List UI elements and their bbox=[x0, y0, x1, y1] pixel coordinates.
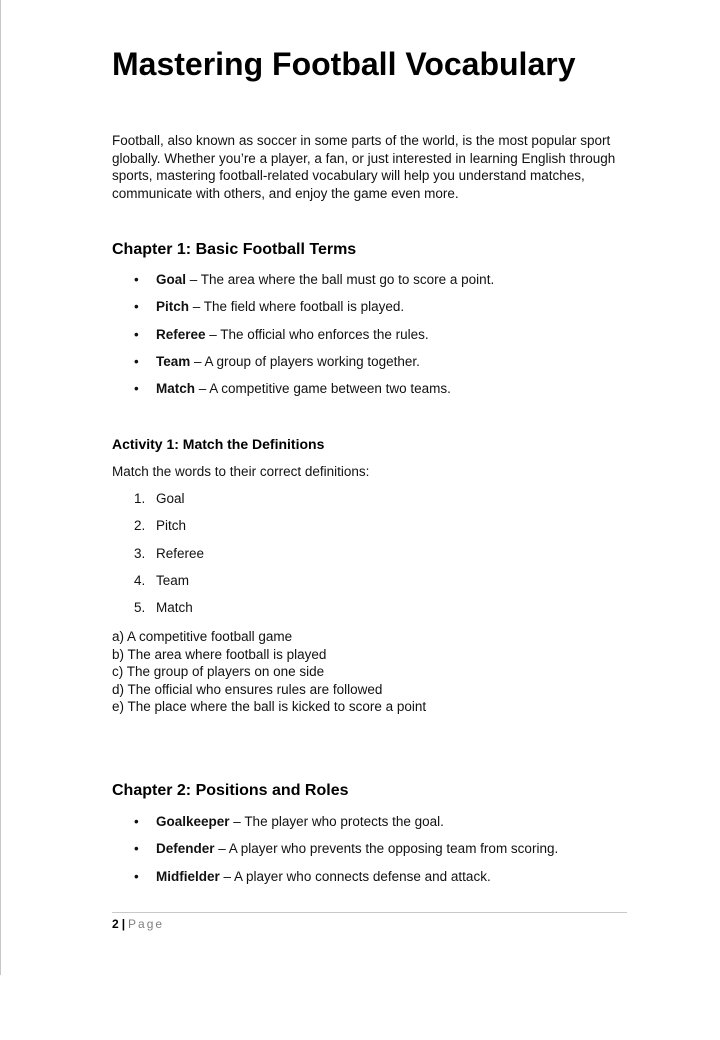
word: Match bbox=[156, 600, 193, 616]
definition: – A player who prevents the opposing team from scoring. bbox=[214, 841, 559, 857]
list-item bbox=[112, 840, 558, 867]
page-number: 2 bbox=[112, 917, 119, 931]
definition-option: b) The area where football is played bbox=[112, 646, 327, 662]
list-number: 4. bbox=[134, 572, 146, 588]
term: Goalkeeper bbox=[156, 814, 230, 829]
list-item bbox=[112, 353, 494, 380]
chapter-1-term-list bbox=[112, 271, 494, 407]
term: Team bbox=[156, 353, 191, 369]
definition: – A player who connects defense and attack. bbox=[219, 868, 491, 884]
footer-separator: | bbox=[121, 917, 126, 931]
list-item bbox=[112, 572, 204, 599]
activity-1-definition-list bbox=[112, 628, 426, 716]
activity-1-instruction: Match the words to their correct definitions: bbox=[112, 464, 370, 479]
intro-paragraph: Football, also known as soccer in some parts of the world, is the most popular sport globally. Whether you’re a player, a fan, or just interested in learning English through sports, mastering football-related vocabulary will help you understand matches, communicate with others, and enjoy the game even more. bbox=[112, 133, 616, 201]
definition: – A group of players working together. bbox=[190, 353, 420, 369]
bullet-icon: • bbox=[134, 841, 139, 857]
page-label: Page bbox=[128, 917, 165, 931]
definition: – The area where the ball must go to score a point. bbox=[186, 272, 495, 287]
word: Team bbox=[156, 572, 190, 588]
definition-option: d) The official who ensures rules are followed bbox=[112, 681, 383, 697]
definition: – The field where football is played. bbox=[189, 299, 405, 315]
definition-option: e) The place where the ball is kicked to score a point bbox=[112, 699, 427, 714]
list-item bbox=[112, 326, 494, 353]
term: Defender bbox=[156, 841, 215, 857]
list-item bbox=[112, 599, 204, 626]
definition: – A competitive game between two teams. bbox=[195, 381, 451, 397]
list-number: 5. bbox=[134, 600, 146, 616]
bullet-icon: • bbox=[134, 353, 139, 369]
bullet-icon: • bbox=[134, 814, 139, 829]
page-title: Mastering Football Vocabulary bbox=[112, 46, 576, 82]
activity-1-word-list bbox=[112, 490, 204, 626]
term: Referee bbox=[156, 326, 206, 342]
list-item bbox=[112, 545, 204, 572]
list-item bbox=[112, 868, 558, 895]
bullet-icon: • bbox=[134, 381, 139, 397]
bullet-icon: • bbox=[134, 868, 139, 884]
word: Pitch bbox=[156, 518, 187, 534]
list-item bbox=[112, 271, 494, 298]
definition-option: c) The group of players on one side bbox=[112, 664, 325, 679]
chapter-1-heading: Chapter 1: Basic Football Terms bbox=[112, 241, 357, 258]
list-item bbox=[112, 490, 204, 517]
definition-option: a) A competitive football game bbox=[112, 629, 293, 644]
term: Pitch bbox=[156, 299, 190, 315]
footer-divider bbox=[112, 912, 627, 913]
bullet-icon: • bbox=[134, 326, 139, 342]
list-item bbox=[112, 380, 494, 407]
chapter-2-term-list bbox=[112, 813, 558, 895]
term: Goal bbox=[156, 272, 187, 287]
term: Match bbox=[156, 381, 196, 397]
bullet-icon: • bbox=[134, 299, 139, 315]
list-item bbox=[112, 517, 204, 544]
list-number: 2. bbox=[134, 518, 146, 534]
activity-1-heading: Activity 1: Match the Definitions bbox=[112, 436, 325, 452]
bullet-icon: • bbox=[134, 272, 139, 287]
page-left-edge bbox=[0, 0, 1, 975]
page-footer bbox=[112, 916, 164, 932]
list-item bbox=[112, 813, 558, 840]
list-number: 1. bbox=[134, 491, 146, 506]
term: Midfielder bbox=[156, 868, 220, 884]
word: Referee bbox=[156, 545, 205, 561]
definition: – The official who enforces the rules. bbox=[205, 326, 429, 342]
word: Goal bbox=[156, 491, 185, 506]
definition: – The player who protects the goal. bbox=[229, 814, 444, 829]
list-item bbox=[112, 298, 494, 325]
chapter-2-heading: Chapter 2: Positions and Roles bbox=[112, 782, 349, 799]
list-number: 3. bbox=[134, 545, 146, 561]
